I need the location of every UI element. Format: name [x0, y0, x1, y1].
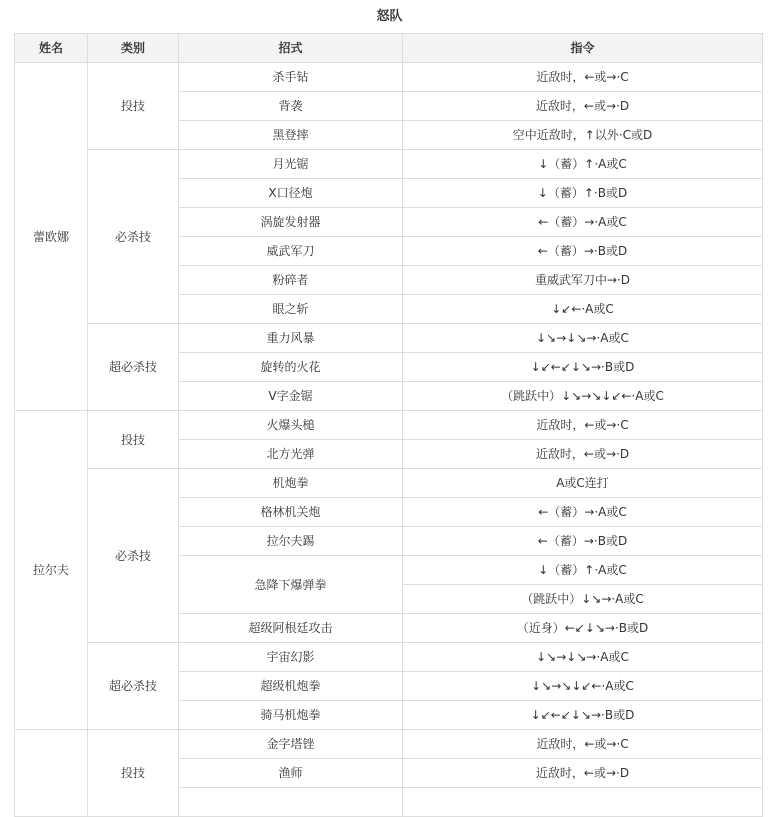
command-cell: （跳跃中）↓↘→↘↓↙←·A或C: [403, 382, 763, 411]
command-cell: ↓↙←·A或C: [403, 295, 763, 324]
table-title: 怒队: [376, 9, 403, 24]
command-cell: [403, 788, 763, 817]
command-cell: 近敌时，←或→·C: [403, 411, 763, 440]
command-cell: ←（蓄）→·A或C: [403, 498, 763, 527]
move-name-cell: 旋转的火花: [179, 353, 403, 382]
move-type-cell: 投技: [88, 63, 179, 150]
command-cell: ↓↘→↘↓↙←·A或C: [403, 672, 763, 701]
command-cell: 近敌时，←或→·C: [403, 63, 763, 92]
command-cell: 空中近敌时，↑以外·C或D: [403, 121, 763, 150]
character-name-cell: 蕾欧娜: [15, 63, 88, 411]
table-row: [15, 324, 763, 353]
move-name-cell: X口径炮: [179, 179, 403, 208]
character-name-cell: 拉尔夫: [15, 411, 88, 730]
move-name-cell: 超级阿根廷攻击: [179, 614, 403, 643]
move-name-cell: V字金锯: [179, 382, 403, 411]
move-name-cell: 杀手钻: [179, 63, 403, 92]
move-name-cell: 眼之斩: [179, 295, 403, 324]
table-row: [15, 150, 763, 179]
table-header-row: [15, 34, 763, 63]
header-command: 指令: [403, 34, 763, 63]
header-name: 姓名: [15, 34, 88, 63]
move-name-cell: 涡旋发射器: [179, 208, 403, 237]
move-name-cell: 拉尔夫踢: [179, 527, 403, 556]
command-cell: ←（蓄）→·B或D: [403, 527, 763, 556]
move-type-cell: 必杀技: [88, 150, 179, 324]
move-name-cell: 骑马机炮拳: [179, 701, 403, 730]
command-cell: ↓↘→↓↘→·A或C: [403, 643, 763, 672]
move-list-table: [14, 33, 763, 817]
command-cell: ↓↙←↙↓↘→·B或D: [403, 701, 763, 730]
table-row: [15, 469, 763, 498]
table-row: [15, 63, 763, 92]
move-name-cell: 金字塔锉: [179, 730, 403, 759]
move-name-cell: 粉碎者: [179, 266, 403, 295]
move-name-cell: 黑登摔: [179, 121, 403, 150]
command-cell: ↓↙←↙↓↘→·B或D: [403, 353, 763, 382]
move-name-cell: 机炮拳: [179, 469, 403, 498]
move-type-cell: 投技: [88, 411, 179, 469]
move-name-cell: 宇宙幻影: [179, 643, 403, 672]
header-type: 类别: [88, 34, 179, 63]
move-name-cell: 重力风暴: [179, 324, 403, 353]
command-cell: （跳跃中）↓↘→·A或C: [403, 585, 763, 614]
command-cell: ←（蓄）→·B或D: [403, 237, 763, 266]
command-cell: 重威武军刀中→·D: [403, 266, 763, 295]
move-type-cell: 投技: [88, 730, 179, 817]
move-type-cell: 超必杀技: [88, 643, 179, 730]
command-cell: 近敌时，←或→·D: [403, 440, 763, 469]
move-name-cell: 北方光弹: [179, 440, 403, 469]
move-name-cell: 背袭: [179, 92, 403, 121]
header-move: 招式: [179, 34, 403, 63]
move-name-cell: 月光锯: [179, 150, 403, 179]
move-name-cell: 急降下爆弹拳: [179, 556, 403, 614]
move-name-cell: 渔师: [179, 759, 403, 788]
move-type-cell: 必杀技: [88, 469, 179, 643]
move-name-cell: [179, 788, 403, 817]
move-name-cell: 格林机关炮: [179, 498, 403, 527]
command-cell: ↓（蓄）↑·A或C: [403, 556, 763, 585]
move-type-cell: 超必杀技: [88, 324, 179, 411]
table-body: [15, 63, 763, 817]
command-cell: 近敌时，←或→·D: [403, 759, 763, 788]
command-cell: （近身）←↙↓↘→·B或D: [403, 614, 763, 643]
command-cell: ↓（蓄）↑·B或D: [403, 179, 763, 208]
command-cell: 近敌时，←或→·D: [403, 92, 763, 121]
move-name-cell: 火爆头槌: [179, 411, 403, 440]
character-name-cell: [15, 730, 88, 817]
table-row: [15, 411, 763, 440]
command-cell: A或C连打: [403, 469, 763, 498]
command-cell: 近敌时，←或→·C: [403, 730, 763, 759]
move-name-cell: 超级机炮拳: [179, 672, 403, 701]
move-name-cell: 威武军刀: [179, 237, 403, 266]
command-cell: ↓（蓄）↑·A或C: [403, 150, 763, 179]
command-cell: ↓↘→↓↘→·A或C: [403, 324, 763, 353]
table-row: [15, 730, 763, 759]
table-row: [15, 643, 763, 672]
command-cell: ←（蓄）→·A或C: [403, 208, 763, 237]
